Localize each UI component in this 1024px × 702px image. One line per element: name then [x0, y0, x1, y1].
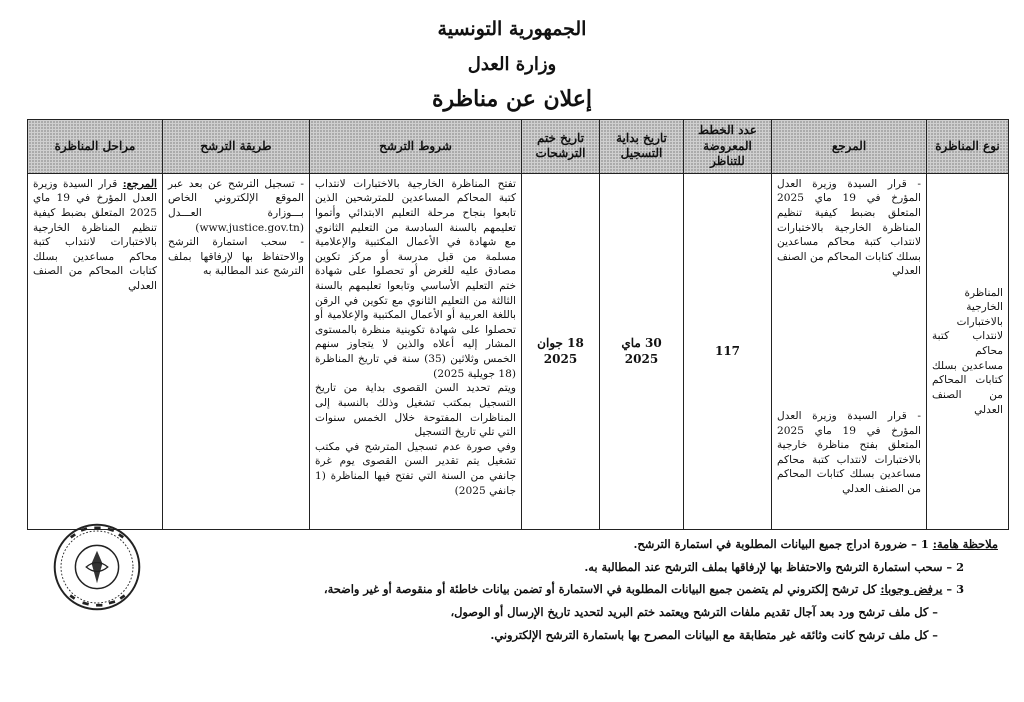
col-header-positions: عدد الخطط المعروضة للتناظر	[684, 120, 772, 174]
note-text-1: 1 – ضرورة ادراج جميع البيانات المطلوبة في استمارة الترشح.	[633, 537, 933, 551]
col-header-stages: مراحل المناظرة	[28, 120, 163, 174]
method-item: - تسجيل الترشح عن بعد عبر الموقع الإلكتروني الخاص بـــوزارة العـــدل (www.justice.gov.tn)	[168, 177, 304, 234]
ministry-heading: وزارة العدل	[467, 54, 557, 75]
note-item-3	[198, 581, 998, 599]
note-item-1	[198, 536, 998, 554]
table-row	[28, 173, 1009, 529]
stages-reference-label: المرجع:	[122, 177, 157, 190]
note-item-2: 2 – سحب استمارة الترشح والاحتفاظ بها لإرفاقها بملف الترشح عند المطالبة به.	[584, 559, 964, 574]
method-item: - سحب استمارة الترشح والاحتفاظ بها لإرفاقها بملف الترشح عند المطالبة به	[168, 236, 304, 278]
competition-type-cell: المناظرة الخارجية بالاختبارات لانتداب كتبة محاكم مساعدين بسلك كتابات المحاكم من الصنف العدلي	[927, 173, 1009, 529]
registration-start-cell: 30 ماي 2025	[600, 173, 684, 529]
stages-cell	[28, 173, 163, 529]
conditions-cell	[310, 173, 522, 529]
notes-label: ملاحظة هامة:	[932, 537, 998, 551]
note-subitem: – كل ملف ترشح ورد بعد آجال تقديم ملفات الترشح ويعتمد ختم البريد لتحديد تاريخ الإرسال أو الوصول،	[450, 605, 938, 620]
registration-end-cell: 18 جوان 2025	[522, 173, 600, 529]
col-header-reference: المرجع	[772, 120, 927, 174]
reference-item: - قرار السيدة وزيرة العدل المؤرخ في 19 ماي 2025 المتعلق بضبط كيفية تنظيم المناظرة الخارجية بالاختبارات لانتداب كتبة محاكم مساعدين بسلك كتابات المحاكم من الصنف العدلي	[777, 177, 921, 278]
condition-paragraph: ويتم تحديد السن القصوى بداية من تاريخ التسجيل بمكتب تشغيل وذلك بالنسبة إلى المناظرات المفتوحة خلال الخمس سنوات التي تلي تاريخ التسجيل	[315, 382, 516, 439]
positions-cell: 117	[684, 173, 772, 529]
ministry-seal-icon	[52, 522, 142, 612]
competition-table	[27, 119, 1009, 530]
col-header-method: طريقة الترشح	[163, 120, 310, 174]
note-subitem: – كل ملف ترشح كانت وثائقه غير متطابقة مع البيانات المصرح بها باستمارة الترشح الإلكتروني.	[490, 627, 938, 642]
reference-cell	[772, 173, 927, 529]
col-header-conditions: شروط الترشح	[310, 120, 522, 174]
note-number-3: 3 –	[942, 582, 964, 597]
stages-reference-text: قرار السيدة وزيرة العدل المؤرخ في 19 ماي 2025 المتعلق بضبط كيفية تنظيم المناظرة الخارجية بالاختبارات لانتداب كتبة محاكم مساعدين بسلك كتابات المحاكم من الصنف العدلي	[33, 177, 157, 293]
condition-paragraph: وفي صورة عدم تسجيل المترشح في مكتب تشغيل يتم تقدير السن القصوى يوم غرة جانفي من السنة التي تفتح فيها المناظرة (1 جانفي 2025)	[315, 440, 516, 497]
republic-heading: الجمهورية التونسية	[437, 18, 587, 40]
col-header-registration-start: تاريخ بداية التسجيل	[600, 120, 684, 174]
reference-item: - قرار السيدة وزيرة العدل المؤرخ في 19 ماي 2025 المتعلق بفتح مناظرة خارجية بالاختبارات لانتداب كتبة محاكم مساعدين بسلك كتابات المحاكم من الصنف العدلي	[777, 410, 921, 496]
col-header-registration-end: تاريخ ختم الترشحات	[522, 120, 600, 174]
note-label-3: يرفض وجوبا:	[880, 582, 943, 597]
announcement-title: إعلان عن مناظرة	[431, 86, 592, 112]
important-notes	[198, 536, 998, 649]
col-header-type: نوع المناظرة	[927, 120, 1009, 174]
table-header-row	[28, 120, 1009, 174]
condition-paragraph: تفتح المناظرة الخارجية بالاختبارات لانتداب كتبة المحاكم المساعدين للمترشحين الذين تابعوا بنجاح مرحلة التعليم الابتدائي وأتموا تعليمهم بالسنة السادسة من التعليم الثانوي مع شهادة في الأعمال المكتبية والإعلامية مسلمة من قبل مدرسة أو مركز تكوين مصادق عليه للغرض أو تحصلوا على شهادة ختم التعليم الأساسي وتابعوا تعليمهم بالسنة الثالثة من التعليم الثانوي مع تكوين في الرقن باللغة العربية أو الأعمال المكتبية والإعلامية أو تحصلوا على شهادة تكوينية منظرة بالمستوى المشار إليه أعلاه والذين لا يتجاوز سنهم الخمس وثلاثين (35) سنة في تاريخ المناظرة (18 جويلية 2025)	[315, 177, 516, 380]
method-cell	[163, 173, 310, 529]
note-text-3: كل ترشح إلكتروني لم يتضمن جميع البيانات المطلوبة في الاستمارة أو تضمن بيانات خاطئة أو منقوصة أو غير واضحة،	[323, 582, 881, 597]
